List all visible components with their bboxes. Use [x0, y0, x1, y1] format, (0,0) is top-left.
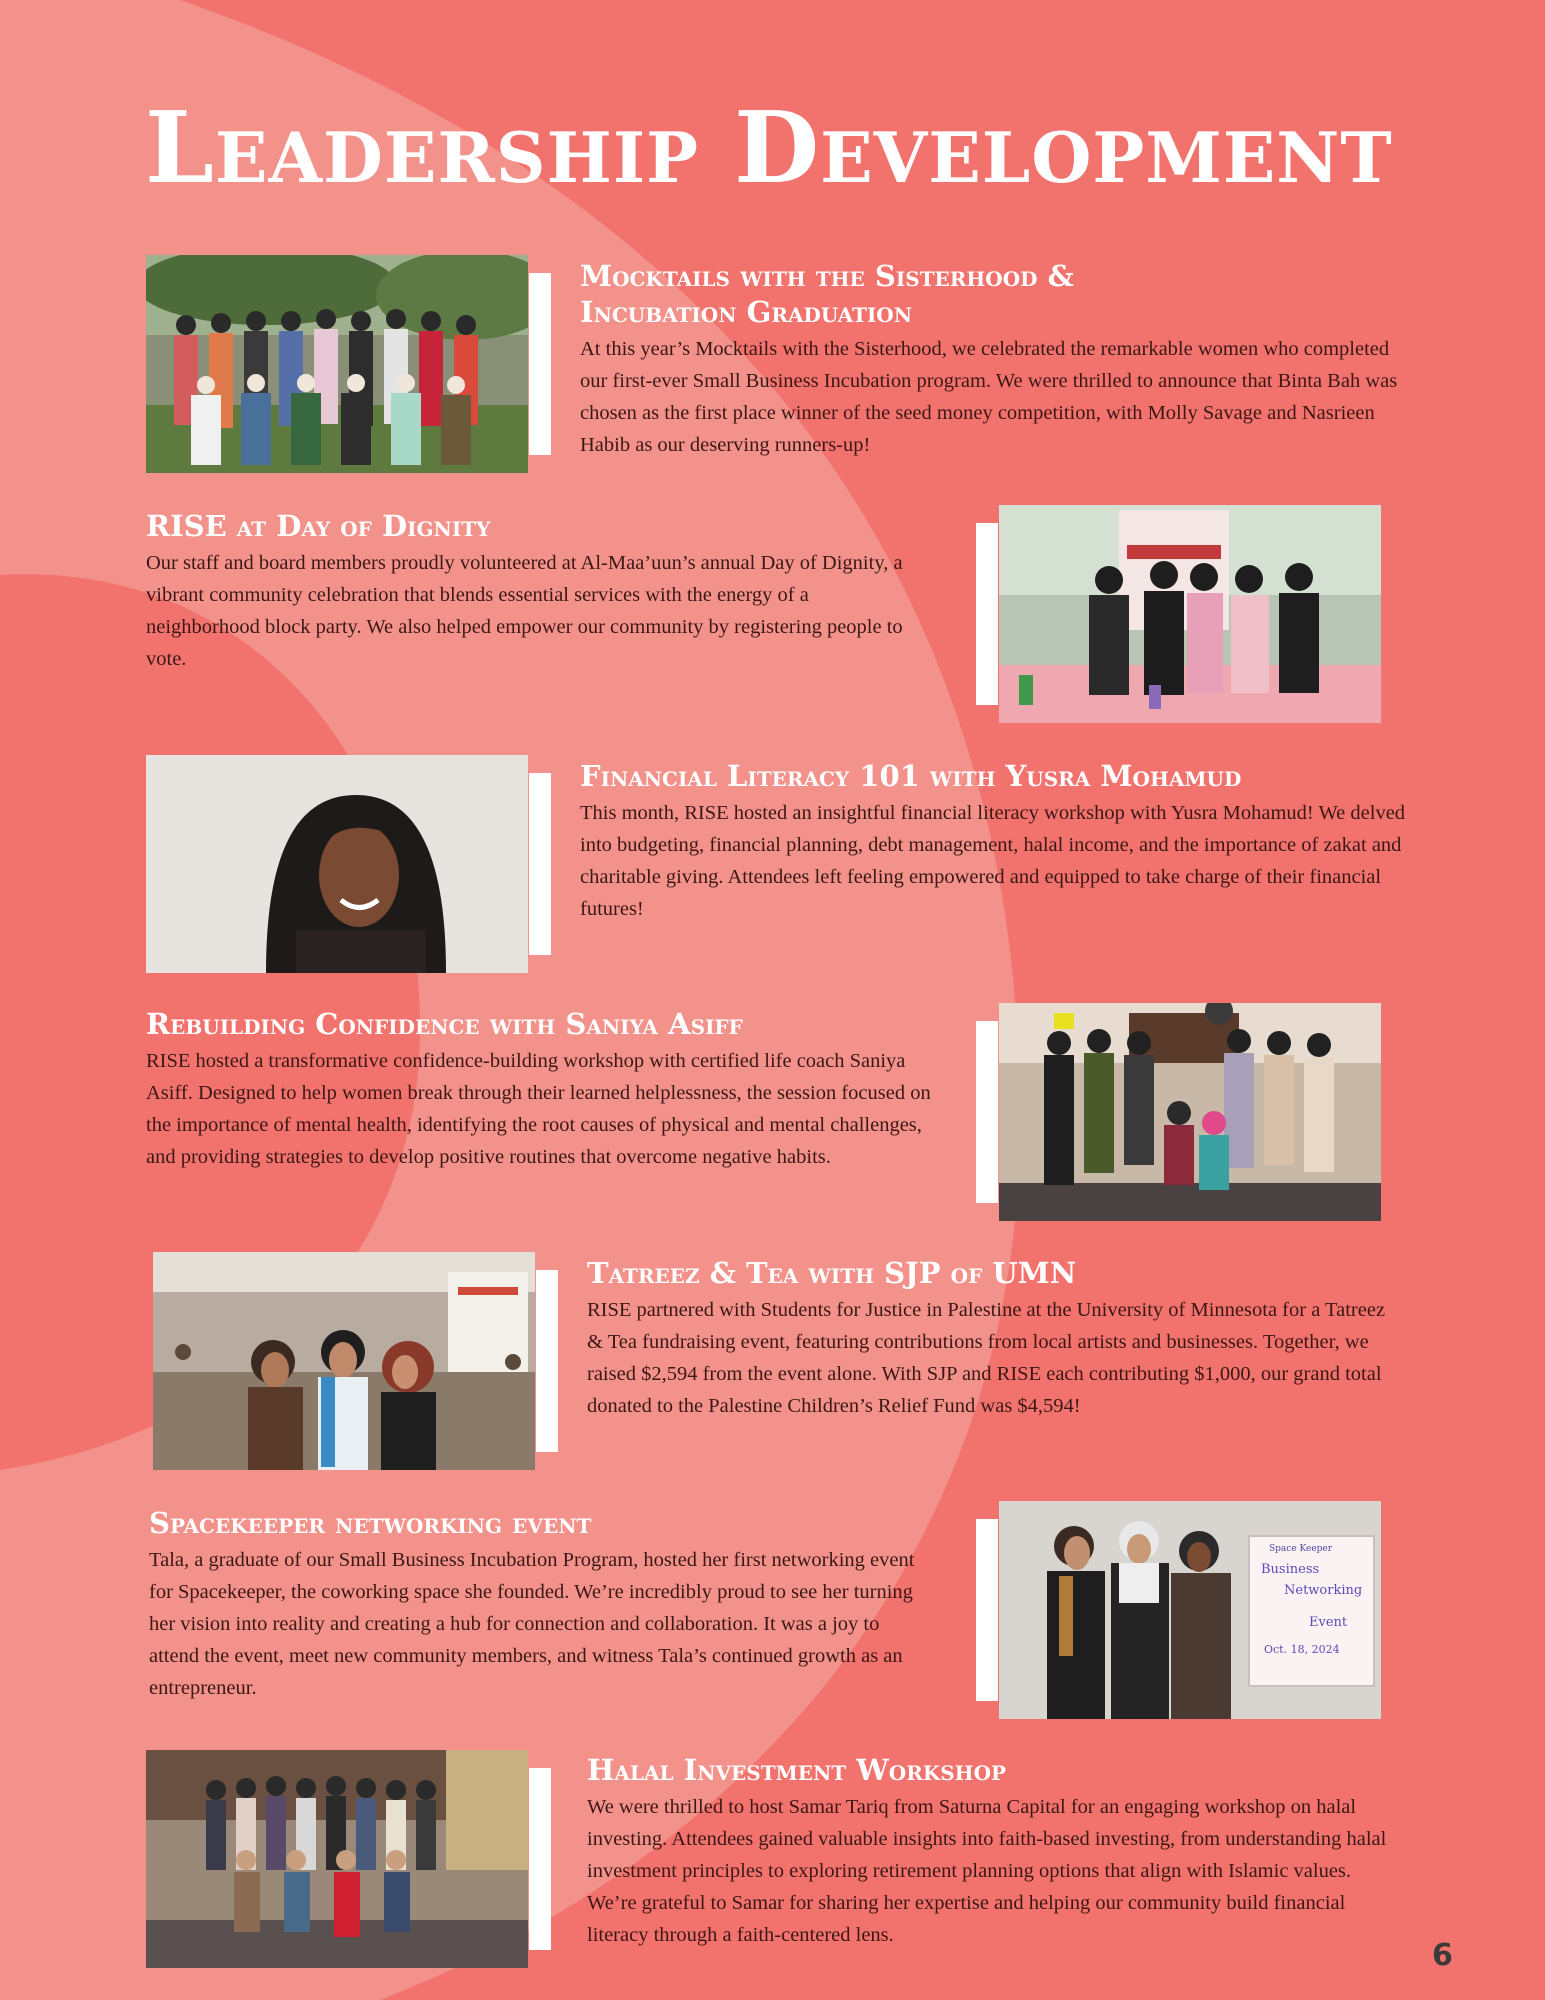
whiteboard-line: Business: [1261, 1562, 1320, 1577]
section-heading: Financial Literacy 101 with Yusra Mohamud: [580, 759, 1242, 793]
section-photo-rebuilding-confidence: [976, 1003, 1381, 1221]
section-spacekeeper: [149, 1505, 934, 1704]
page-title: Leadership Development: [145, 91, 1393, 206]
group-photo-outdoors: [146, 255, 528, 473]
whiteboard-line: Oct. 18, 2024: [1264, 1643, 1340, 1656]
section-photo-halal-investment: [146, 1750, 551, 1968]
photo-accent-bar: [976, 1021, 998, 1203]
section-financial-literacy: [580, 758, 1420, 925]
page-number: 6: [1432, 1938, 1453, 1973]
section-heading: Spacekeeper networking event: [149, 1506, 592, 1540]
photo-accent-bar: [536, 1270, 558, 1452]
section-photo-spacekeeper: [976, 1501, 1381, 1719]
photo-accent-bar: [976, 1519, 998, 1701]
photo-accent-bar: [529, 773, 551, 955]
section-heading: Tatreez & Tea with SJP of UMN: [587, 1256, 1077, 1290]
section-day-of-dignity: [146, 508, 926, 675]
photo-accent-bar: [976, 523, 998, 705]
section-body: RISE hosted a transformative confidence-building workshop with certified life coach Saniya Asiff. Designed to help women break through their learned helplessness, the session focused on the importance of mental health, identifying the root causes of physical and mental challenges, and providing strategies to develop positive routines that overcome negative habits.: [146, 1050, 931, 1168]
whiteboard-line: Space Keeper: [1269, 1544, 1333, 1554]
section-body: Our staff and board members proudly volunteered at Al-Maa’uun’s annual Day of Dignity, a vibrant community celebration that blends essential services with the energy of a neighborhood block party. We also helped empower our community by registering people to vote.: [146, 552, 903, 670]
workshop-group-photo: [146, 1750, 528, 1968]
section-body: RISE partnered with Students for Justice in Palestine at the University of Minnesota for a Tatreez & Tea fundraising event, featuring contributions from local artists and businesses. Together, we raised $2,594 from the event alone. With SJP and RISE each contributing $1,000, our grand total donated to the Palestine Children’s Relief Fund was $4,594!: [587, 1299, 1386, 1417]
three-women-at-event: [153, 1252, 535, 1470]
section-body: This month, RISE hosted an insightful financial literacy workshop with Yusra Mohamud! We delved into budgeting, financial planning, debt management, halal income, and the importance of zakat and charitable giving. Attendees left feeling empowered and equipped to take charge of their financial futures!: [580, 802, 1406, 920]
portrait-yusra-mohamud: [146, 755, 528, 973]
section-body: Tala, a graduate of our Small Business Incubation Program, hosted her first networking event for Spacekeeper, the coworking space she founded. We’re incredibly proud to see her turning her vision into reality and creating a hub for connection and collaboration. It was a joy to attend the event, meet new community members, and witness Tala’s continued growth as an entrepreneur.: [149, 1549, 915, 1699]
section-tatreez-tea: [587, 1255, 1392, 1422]
workshop-group-indoors: [999, 1003, 1381, 1221]
section-photo-mocktails: [146, 255, 551, 473]
networking-event-whiteboard: [999, 1501, 1381, 1719]
section-photo-financial-literacy: [146, 755, 551, 973]
section-halal-investment: [587, 1752, 1392, 1951]
section-mocktails: [580, 258, 1420, 461]
volunteers-at-booth: [999, 505, 1381, 723]
photo-accent-bar: [529, 273, 551, 455]
whiteboard-line: Networking: [1284, 1583, 1363, 1598]
section-heading: Mocktails with the Sisterhood & Incubation Graduation: [580, 259, 1074, 329]
section-heading: Rebuilding Confidence with Saniya Asiff: [146, 1007, 743, 1041]
section-body: At this year’s Mocktails with the Sisterhood, we celebrated the remarkable women who completed our first-ever Small Business Incubation program. We were thrilled to announce that Binta Bah was chosen as the first place winner of the seed money competition, with Molly Savage and Nasrieen Habib as our deserving runners-up!: [580, 338, 1398, 456]
section-heading: RISE at Day of Dignity: [146, 509, 491, 543]
section-photo-day-of-dignity: [976, 505, 1381, 723]
whiteboard-line: Event: [1309, 1615, 1348, 1630]
section-heading: Halal Investment Workshop: [587, 1753, 1007, 1787]
section-photo-tatreez-tea: [153, 1252, 558, 1470]
section-body: We were thrilled to host Samar Tariq from Saturna Capital for an engaging workshop on halal investing. Attendees gained valuable insights into faith-based investing, from understanding halal investment principles to exploring retirement planning options that align with Islamic values. We’re grateful to Samar for sharing her expertise and helping our community build financial literacy through a faith-centered lens.: [587, 1796, 1387, 1946]
section-rebuilding-confidence: [146, 1006, 936, 1173]
photo-accent-bar: [529, 1768, 551, 1950]
